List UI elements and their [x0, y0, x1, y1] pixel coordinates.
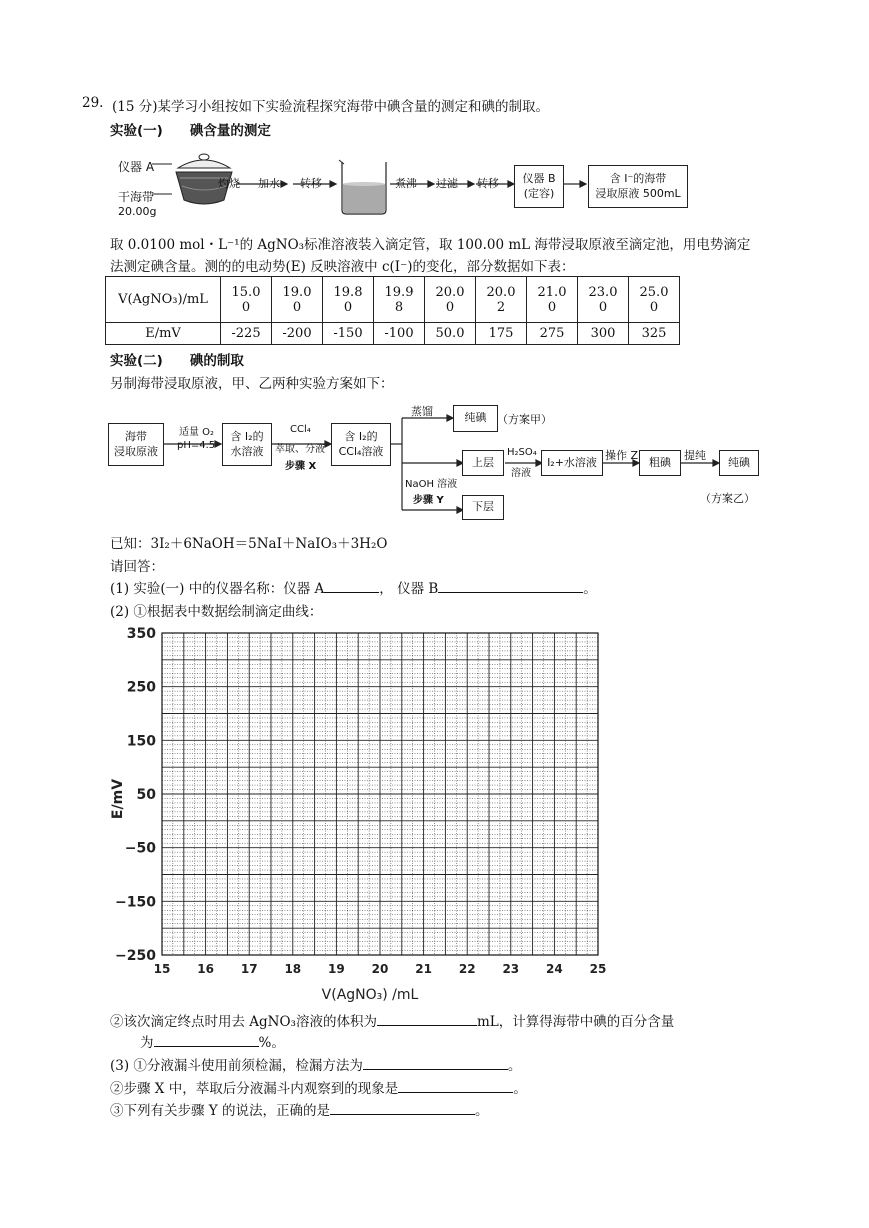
table-header-potential: E/mV [106, 323, 221, 345]
y-tick-label: 150 [126, 733, 156, 750]
result-line-1: 含 I⁻的海带 [609, 171, 667, 185]
q2-2-text-b: mL，计算得海带中碘的百分含量 [476, 1014, 675, 1030]
step-boil: 煮沸 [395, 177, 417, 190]
table-cell: 19.9 8 [374, 277, 425, 323]
beaker-icon [339, 160, 386, 214]
x-tick-label: 25 [589, 962, 607, 976]
table-cell: 50.0 [425, 323, 476, 345]
x-tick-label: 16 [197, 962, 214, 976]
h2so4-solution-label: 溶液 [511, 468, 531, 479]
x-tick-label: 21 [415, 962, 432, 976]
cond-extract: 萃取、分液 [275, 444, 325, 455]
exp2-title: 实验(二) 碘的制取 [110, 353, 244, 369]
table-cell: 15.0 0 [221, 277, 272, 323]
instrument-b-note: (定容) [523, 186, 555, 200]
q1-end: 。 [583, 581, 597, 597]
y-tick-label: −150 [115, 894, 156, 911]
extract-result-box [588, 165, 688, 208]
h2so4-label: H₂SO₄ [507, 447, 537, 458]
step-add-water: 加水 [258, 177, 280, 190]
answer-blank-phenomenon[interactable] [398, 1079, 513, 1093]
table-cell: 275 [527, 323, 578, 345]
result-line-2: 浸取原液 500mL [595, 186, 681, 200]
cond-ccl4: CCl₄ [290, 424, 311, 435]
question-3-1 [110, 1054, 521, 1074]
y-tick-label: 50 [136, 787, 156, 803]
question-3-2 [110, 1077, 527, 1097]
table-cell: 300 [578, 323, 629, 345]
paragraph-2: 另制海带浸取原液，甲、乙两种实验方案如下： [110, 376, 394, 392]
table-cell: -225 [221, 323, 272, 345]
start-line-1: 海带 [125, 429, 147, 443]
purify-label: 提纯 [684, 449, 706, 462]
y-tick-label: −250 [115, 948, 156, 964]
table-cell: -150 [323, 323, 374, 345]
table-cell: -100 [374, 323, 425, 345]
q1-text: (1) 实验(一) 中的仪器名称：仪器 A [110, 581, 325, 597]
table-cell: 19.8 0 [323, 277, 374, 323]
step-filter: 过滤 [436, 177, 458, 190]
plan-a-label: （方案甲） [497, 413, 552, 426]
known-equation: 已知：3I₂＋6NaOH＝5NaI＋NaIO₃＋3H₂O [110, 536, 388, 552]
seaweed-extract-box [108, 423, 164, 466]
x-tick-label: 20 [371, 962, 389, 976]
step-transfer-1: 转移 [300, 177, 322, 190]
x-tick-label: 19 [328, 962, 345, 976]
y-tick-label: 250 [126, 679, 156, 696]
question-number: 29. [82, 95, 104, 111]
cond-ph: pH=4.5 [177, 440, 216, 451]
table-cell: 25.0 0 [629, 277, 680, 323]
question-2-2-cont [140, 1031, 285, 1051]
instrument-a-label: 仪器 A [118, 160, 155, 174]
x-tick-label: 17 [240, 962, 258, 976]
box1-line-2: 水溶液 [230, 444, 264, 458]
mass-label: 20.00g [118, 205, 157, 218]
question-3-3 [110, 1099, 489, 1119]
answer-blank-percent[interactable] [154, 1033, 259, 1047]
q3-1-end: 。 [507, 1058, 522, 1074]
table-cell: 20.0 2 [476, 277, 527, 323]
answer-blank-step-y[interactable] [330, 1101, 475, 1115]
table-cell: 19.0 0 [272, 277, 323, 323]
i2-ccl4-box [331, 423, 391, 466]
i2-water-box: I₂+水溶液 [541, 450, 603, 476]
plan-b-label: （方案乙） [700, 492, 755, 505]
answer-blank-volume[interactable] [377, 1012, 477, 1026]
x-tick-label: 18 [284, 962, 302, 976]
table-cell: 20.0 0 [425, 277, 476, 323]
paragraph-1-line-2: 法测定碘含量。测的的电动势(E) 反映溶液中 c(I⁻)的变化，部分数据如下表： [110, 259, 575, 275]
exp1-title: 实验(一) 碘含量的测定 [110, 123, 271, 139]
x-tick-label: 24 [546, 962, 563, 976]
data-table [105, 276, 680, 345]
q3-2-text: ②步骤 X 中，萃取后分液漏斗内观察到的现象是 [110, 1081, 399, 1097]
i2-aqueous-box [222, 423, 272, 466]
question-2-1: (2) ①根据表中数据绘制滴定曲线： [110, 604, 323, 620]
step-y-label: 步骤 Y [413, 495, 444, 506]
seaweed-label: 干海带 [118, 190, 155, 204]
table-cell: 325 [629, 323, 680, 345]
cond-o2: 适量 O₂ [179, 427, 215, 438]
table-cell: 23.0 0 [578, 277, 629, 323]
paragraph-1-line-1: 取 0.0100 mol・L⁻¹的 AgNO₃标准溶液装入滴定管，取 100.00 mL 海带浸取原液至滴定池，用电势滴定 [110, 237, 751, 253]
instrument-b-label: 仪器 B [522, 171, 556, 185]
lower-layer-box: 下层 [462, 495, 504, 520]
q1-sep: ， 仪器 B [379, 581, 439, 597]
crude-iodine-box: 粗碘 [639, 450, 681, 476]
step-transfer-2: 转移 [477, 177, 499, 190]
step-x-label: 步骤 X [285, 461, 317, 472]
naoh-label: NaOH 溶液 [405, 479, 458, 490]
table-cell: 21.0 0 [527, 277, 578, 323]
op-z-label: 操作 Z [605, 449, 639, 462]
q3-2-end: 。 [513, 1081, 527, 1097]
instrument-b-box [514, 165, 564, 208]
q2-2-text-c: 为 [140, 1035, 154, 1051]
start-line-2: 浸取原液 [114, 444, 158, 458]
x-tick-label: 22 [458, 962, 476, 976]
box1-line-1: 含 I₂的 [230, 429, 264, 443]
pure-iodine-box-1: 纯碘 [453, 405, 498, 432]
q3-3-end: 。 [475, 1103, 489, 1119]
answer-blank-leak-test[interactable] [363, 1056, 508, 1070]
pure-iodine-box-2: 纯碘 [719, 450, 759, 476]
q3-1-text: (3) ①分液漏斗使用前须检漏，检漏方法为 [110, 1058, 363, 1074]
y-tick-label: 350 [126, 626, 156, 642]
q2-2-text-d: %。 [258, 1035, 285, 1051]
answer-blank-b[interactable] [438, 579, 583, 593]
table-header-volume: V(AgNO₃)/mL [106, 277, 221, 323]
x-tick-label: 15 [153, 962, 171, 976]
step-burn: 灼烧 [218, 177, 240, 190]
q3-3-text: ③下列有关步骤 Y 的说法，正确的是 [110, 1103, 330, 1119]
q2-2-text-a: ②该次滴定终点时用去 AgNO₃溶液的体积为 [110, 1014, 377, 1030]
y-axis-label: E/mV [110, 778, 126, 820]
question-1 [110, 577, 597, 597]
answer-blank-a[interactable] [324, 579, 379, 593]
box2-line-1: 含 I₂的 [344, 429, 378, 443]
distill-label: 蒸馏 [411, 405, 433, 418]
y-tick-label: −50 [124, 840, 156, 857]
upper-layer-box: 上层 [462, 450, 504, 476]
titration-chart [100, 618, 620, 1003]
question-intro: (15 分)某学习小组按如下实验流程探究海带中碘含量的测定和碘的制取。 [112, 99, 550, 115]
table-cell: -200 [272, 323, 323, 345]
x-tick-label: 23 [502, 962, 520, 976]
table-cell: 175 [476, 323, 527, 345]
answer-prompt: 请回答： [110, 559, 164, 575]
question-2-2 [110, 1010, 674, 1030]
box2-line-2: CCl₄溶液 [338, 444, 384, 458]
x-axis-label: V(AgNO₃) /mL [321, 987, 419, 1003]
